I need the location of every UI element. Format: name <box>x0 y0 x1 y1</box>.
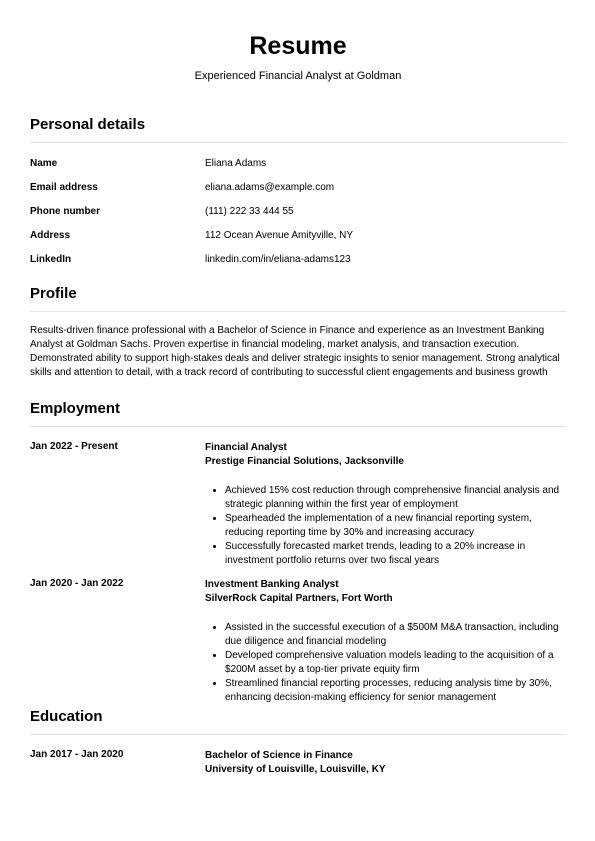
education-entry <box>30 749 566 777</box>
job-dates: Jan 2020 - Jan 2022 <box>30 578 124 589</box>
education-school: University of Louisville, Louisville, KY <box>205 764 386 775</box>
personal-details-section <box>30 116 566 271</box>
detail-row-email <box>30 175 566 199</box>
resume-subtitle: Experienced Financial Analyst at Goldman <box>194 70 402 82</box>
job-company: Prestige Financial Solutions, Jacksonville <box>205 456 404 467</box>
employment-section <box>30 400 566 705</box>
job-title: Investment Banking Analyst <box>205 579 339 590</box>
job-body <box>205 578 566 705</box>
job-bullet: • Achieved 15% cost reduction through comprehensive financial analysis and strategic planning within the first year of employment <box>225 484 566 512</box>
education-heading: Education <box>30 708 566 735</box>
job-entry <box>30 578 566 705</box>
profile-heading: Profile <box>30 285 566 312</box>
job-bullet: • Spearheaded the implementation of a new financial reporting system, reducing reporting time by 30% and increasing accuracy <box>225 512 566 540</box>
detail-label: Email address <box>30 181 98 193</box>
detail-label: Phone number <box>30 205 101 217</box>
detail-value: Eliana Adams <box>205 157 267 169</box>
education-body <box>205 749 566 777</box>
job-title: Financial Analyst <box>205 442 287 453</box>
detail-row-phone <box>30 199 566 223</box>
detail-label: Address <box>30 229 71 241</box>
detail-label: Name <box>30 157 58 169</box>
job-entry <box>30 441 566 568</box>
detail-value: eliana.adams@example.com <box>205 181 335 193</box>
education-dates: Jan 2017 - Jan 2020 <box>30 749 124 760</box>
detail-row-name <box>30 151 566 175</box>
detail-row-linkedin <box>30 247 566 271</box>
education-degree: Bachelor of Science in Finance <box>205 750 353 761</box>
job-dates: Jan 2022 - Present <box>30 441 118 452</box>
profile-text: Results-driven finance professional with a Bachelor of Science in Finance and experience as an Investment Banking Analyst at Goldman Sachs. Proven expertise in financial modeling, market analysis, and transaction execution. Demonstrated ability to support high-stakes deals and deliver strategic insights to senior management. Strong analytical skills and attention to detail, with a track record of contributing to successful client engagements and business growth <box>30 325 560 378</box>
job-bullets <box>205 484 566 568</box>
job-bullet: • Developed comprehensive valuation models leading to the acquisition of a $200M asset by a top-tier private equity firm <box>225 649 566 677</box>
personal-details-heading: Personal details <box>30 116 566 143</box>
job-company: SilverRock Capital Partners, Fort Worth <box>205 593 393 604</box>
job-bullets <box>205 621 566 705</box>
employment-heading: Employment <box>30 400 566 427</box>
job-bullet: • Assisted in the successful execution of a $500M M&A transaction, including due diligence and financial modeling <box>225 621 566 649</box>
job-bullet: • Streamlined financial reporting processes, reducing analysis time by 30%, enhancing decision-making efficiency for senior management <box>225 677 566 705</box>
detail-value: linkedin.com/in/eliana-adams123 <box>205 253 351 265</box>
job-body <box>205 441 566 568</box>
detail-row-address <box>30 223 566 247</box>
detail-label: LinkedIn <box>30 253 72 265</box>
resume-title: Resume <box>249 32 347 60</box>
job-bullet: • Successfully forecasted market trends, leading to a 20% increase in investment portfolio returns over two fiscal years <box>225 540 566 568</box>
detail-value: (111) 222 33 444 55 <box>205 205 294 217</box>
detail-value: 112 Ocean Avenue Amityville, NY <box>205 229 354 241</box>
profile-section <box>30 285 566 380</box>
education-section <box>30 708 566 777</box>
